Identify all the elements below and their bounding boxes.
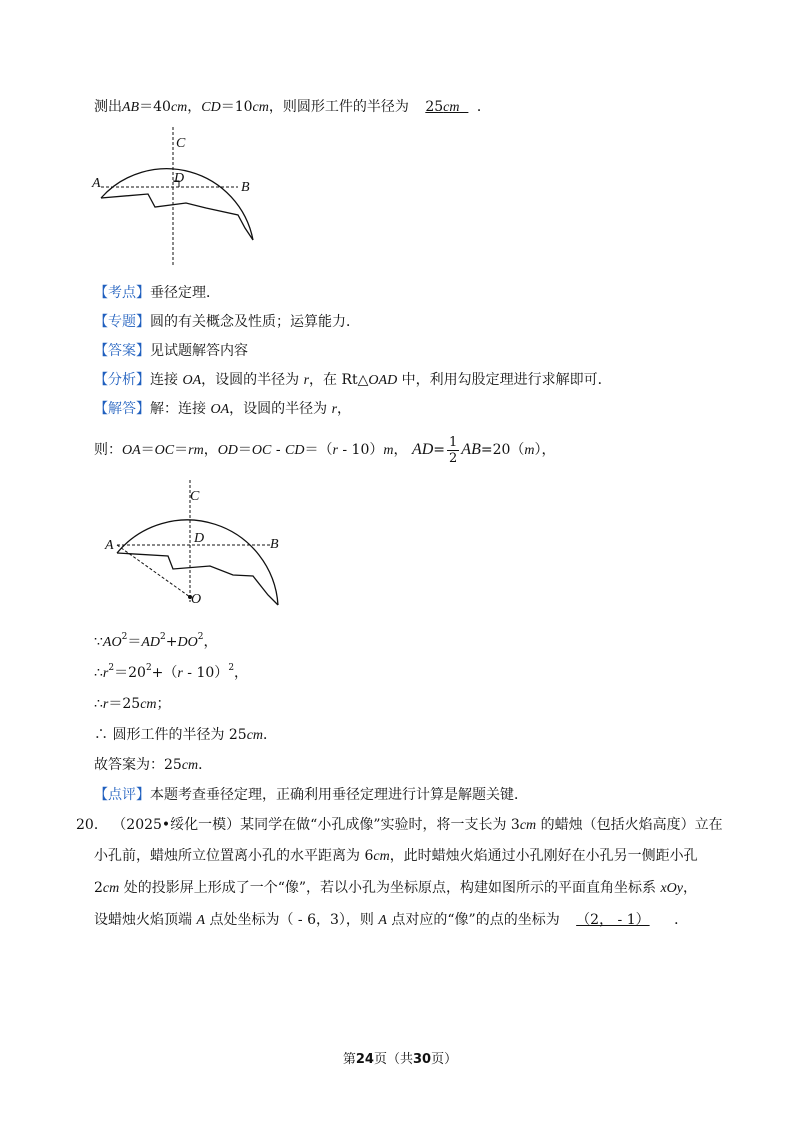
fig1-label-A: A bbox=[92, 176, 101, 191]
final-answer-line: 故答案为：25cm． bbox=[94, 757, 213, 773]
fig2-label-B: B bbox=[270, 537, 279, 552]
fig2-radius-OA bbox=[117, 545, 190, 597]
q20-line-1: 20． （2025•绥化一模）某同学在做“小孔成像”实验时，将一支长为 3cm 的蜡烛（包括火焰高度）立在 bbox=[76, 817, 723, 833]
fenxi-line: 【分析】连接 OA，设圆的半径为 r，在 Rt△OAD 中，利用勾股定理进行求解即可． bbox=[94, 372, 612, 388]
fig2-label-C: C bbox=[190, 489, 200, 504]
jieda-line: 【解答】解：连接 OA，设圆的半径为 r， bbox=[94, 401, 352, 417]
step-since: $\because AO^2=AD^2+DO^2$， bbox=[94, 632, 218, 650]
q20-line-3: 2cm 处的投影屏上形成了一个“像”，若以小孔为坐标原点，构建如图所示的平面直角坐标系 xOy， bbox=[94, 880, 698, 896]
daan-line: 【答案】见试题解答内容 bbox=[94, 343, 248, 359]
fig2-label-O: O bbox=[191, 592, 202, 607]
dianping-line: 【点评】本题考查垂径定理，正确利用垂径定理进行计算是解题关键． bbox=[94, 787, 528, 803]
question-tail-line: 测出AB＝40cm，CD＝10cm，则圆形工件的半径为 25cm ． bbox=[94, 99, 491, 115]
page-number: 24 bbox=[355, 1052, 374, 1067]
zhuanti-line: 【专题】圆的有关概念及性质；运算能力． bbox=[94, 314, 360, 330]
fig1-label-B: B bbox=[241, 180, 250, 195]
kaodian-line: 【考点】垂径定理． bbox=[94, 285, 220, 301]
circle-segment-figure-2 bbox=[98, 480, 298, 610]
fig1-label-C: C bbox=[176, 136, 186, 151]
blank-answer: 25cm bbox=[425, 99, 460, 115]
step-therefore-2: ∴r＝25cm； bbox=[94, 696, 171, 712]
page-total: 30 bbox=[413, 1052, 432, 1067]
blank-answer-q20: （2， - 1） bbox=[576, 912, 650, 928]
q20-line-4: 设蜡烛火焰顶端 A 点处坐标为（ - 6，3），则 A 点对应的“像”的点的坐标为 （2， - 1） ． bbox=[94, 912, 689, 928]
fig1-broken-edge bbox=[101, 194, 253, 240]
step-therefore-3: ∴ 圆形工件的半径为 25cm． bbox=[94, 727, 278, 743]
q20-line-2: 小孔前，蜡烛所立位置离小孔的水平距离为 6cm，此时蜡烛火焰通过小孔刚好在小孔另一侧距小孔 bbox=[94, 848, 698, 864]
fig2-label-D: D bbox=[194, 531, 205, 546]
step-therefore-1: $\therefore r^2=20^2+(r - 10)^2$， bbox=[94, 663, 249, 681]
fig1-label-D: D bbox=[174, 171, 185, 186]
equation-line: 则：OA＝OC＝rm，OD＝OC - CD＝（r - 10）m， AD= $\frac{1}{2}$ AB=20（m）， bbox=[94, 434, 556, 466]
question-number: 20． bbox=[76, 817, 108, 833]
fig2-label-A: A bbox=[105, 538, 114, 553]
fraction-one-half: $\frac{1}{2}$ bbox=[449, 434, 458, 466]
circle-segment-figure-1 bbox=[88, 125, 268, 270]
page-footer: 第24页（共30页） bbox=[342, 1052, 458, 1067]
